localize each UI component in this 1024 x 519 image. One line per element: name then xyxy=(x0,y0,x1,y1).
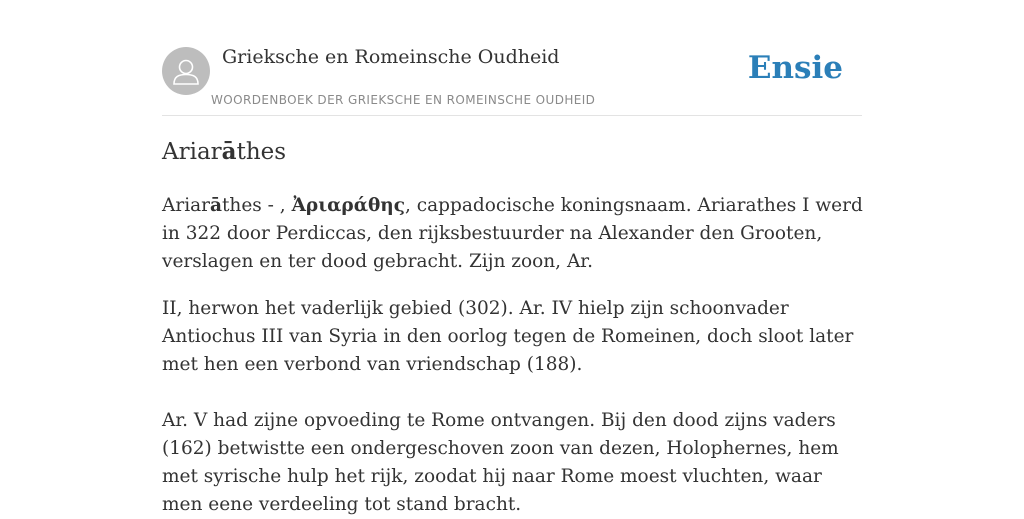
entry-body xyxy=(162,192,867,519)
entry-paragraph: Ar. V had zijne opvoeding te Rome ontvangen. Bij den dood zijns vaders (162) betwistte een ondergeschoven zoon van dezen, Holophernes, hem met syrische hulp het rijk, zoodat hij naar Rome moest vluchten, waar men eene verdeeling tot stand bracht. xyxy=(162,410,839,515)
dictionary-subtitle: WOORDENBOEK DER GRIEKSCHE EN ROMEINSCHE OUDHEID xyxy=(211,93,596,107)
ensie-logo[interactable]: Ensie xyxy=(747,50,843,86)
paragraph-text: , cappadocische koningsnaam. Ariarathes I werd in 322 door Perdiccas, den rijksbestuurder na Alexander den Grooten, verslagen en ter dood gebracht. Zijn zoon, Ar. xyxy=(162,195,863,272)
lead-part: Ariar xyxy=(162,195,210,216)
lead-part: thes - , xyxy=(222,195,292,216)
title-part: thes xyxy=(236,139,287,165)
user-icon xyxy=(162,47,210,95)
page-title xyxy=(162,138,286,165)
lead-macron: ā xyxy=(210,195,222,216)
dictionary-title[interactable]: Grieksche en Romeinsche Oudheid xyxy=(222,46,560,68)
entry-paragraph xyxy=(162,192,867,276)
title-macron: ā xyxy=(221,138,237,165)
avatar[interactable] xyxy=(162,47,210,95)
entry-paragraph: II, herwon het vaderlijk gebied (302). Ar. IV hielp zijn schoonvader Antiochus III van Syria in den oorlog tegen de Romeinen, doch sloot later met hen een verbond van vriendschap (188). xyxy=(162,298,854,375)
site-header xyxy=(162,44,862,116)
greek-name: Ἀριαράθης xyxy=(291,195,406,216)
title-part: Ariar xyxy=(162,139,222,165)
